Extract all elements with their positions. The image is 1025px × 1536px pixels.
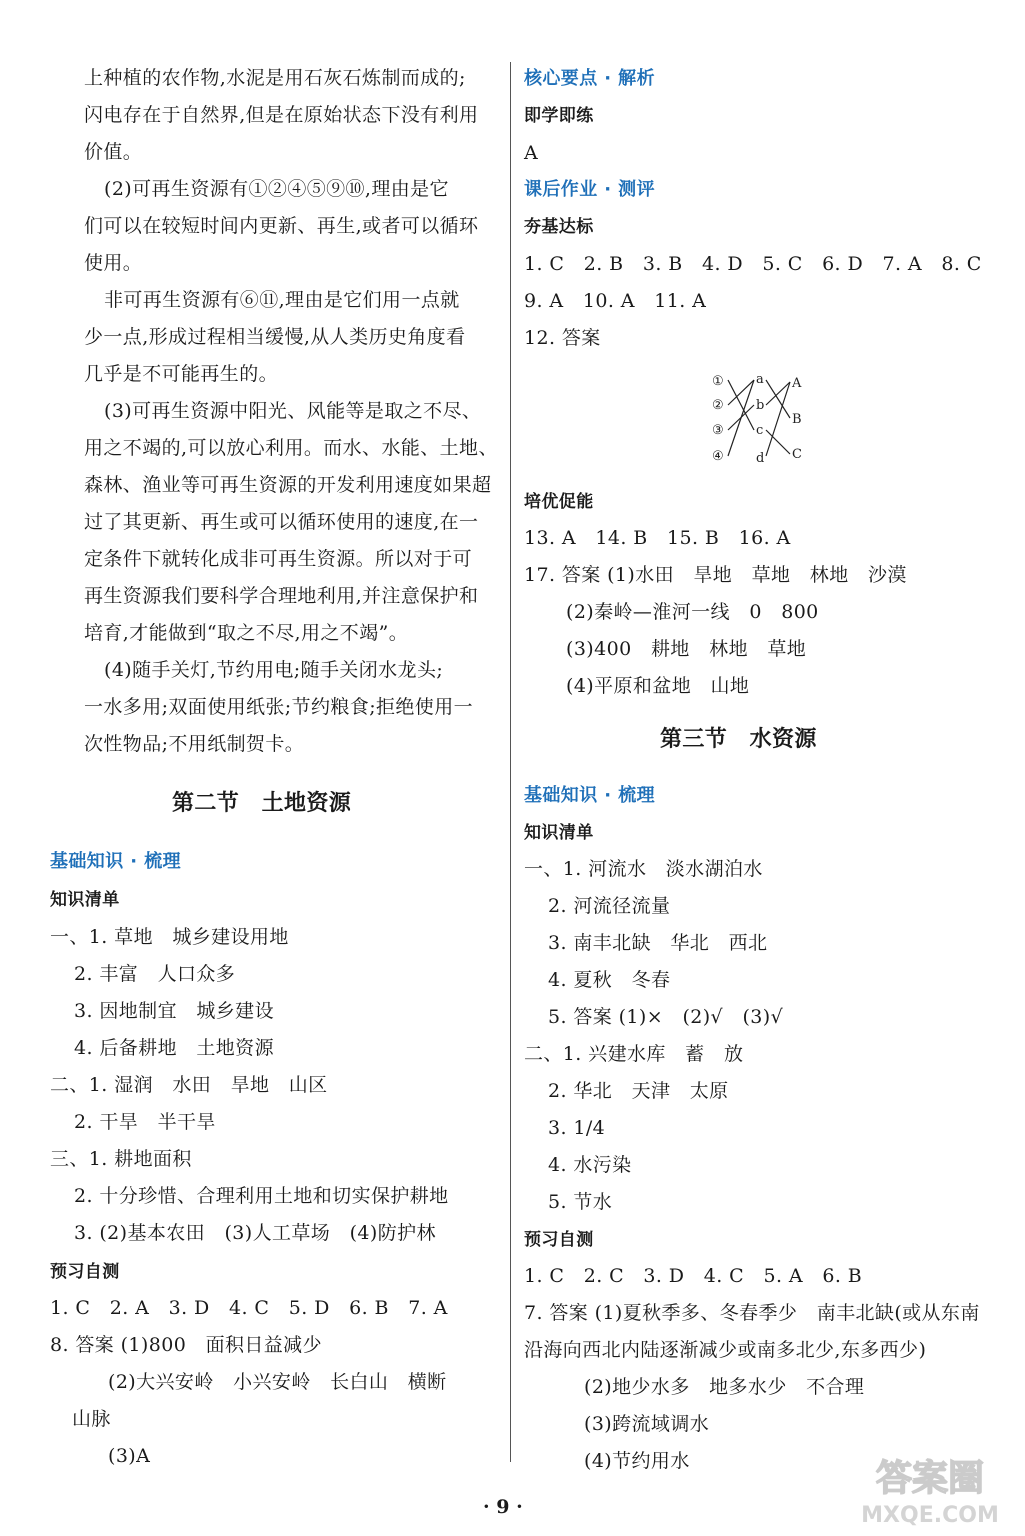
text-line: 用之不竭的,可以放心利用。而水、水能、土地、 xyxy=(84,437,498,459)
diagram-label-left: ② xyxy=(712,398,724,413)
section-title: 第三节 水资源 xyxy=(660,727,817,752)
answer-line: (2)秦岭—淮河一线 0 800 xyxy=(566,601,819,623)
text-line: 非可再生资源有⑥⑪,理由是它们用一点就 xyxy=(104,289,460,311)
answer-line: 1. C 2. C 3. D 4. C 5. A 6. B xyxy=(524,1265,863,1287)
answer-line: 1. C 2. A 3. D 4. C 5. D 6. B 7. A xyxy=(50,1297,448,1319)
diagram-lines xyxy=(728,380,790,456)
list-item: 3. 1/4 xyxy=(548,1117,606,1139)
list-item: 二、1. 湿润 水田 旱地 山区 xyxy=(50,1074,328,1096)
diagram-label-mid: c xyxy=(756,423,764,438)
section-heading: 基础知识 · 梳理 xyxy=(50,851,181,872)
list-item: 5. 答案 (1)× (2)√ (3)√ xyxy=(548,1006,784,1028)
text-line: 们可以在较短时间内更新、再生,或者可以循环 xyxy=(84,215,479,237)
diagram-label-right: C xyxy=(792,447,802,462)
section-heading: 课后作业 · 测评 xyxy=(524,179,655,200)
answer-line: 8. 答案 (1)800 面积日益减少 xyxy=(50,1334,322,1356)
list-item: 3. (2)基本农田 (3)人工草场 (4)防护林 xyxy=(74,1222,436,1244)
text-line: 次性物品;不用纸制贺卡。 xyxy=(84,733,305,755)
list-item: 2. 华北 天津 太原 xyxy=(548,1080,729,1102)
list-item: 2. 丰富 人口众多 xyxy=(74,963,236,985)
sub-heading: 培优促能 xyxy=(524,492,594,512)
page-number: · 9 · xyxy=(483,1496,523,1518)
text-line: 价值。 xyxy=(84,141,143,163)
section-heading: 核心要点 · 解析 xyxy=(524,68,655,89)
text-line: 森林、渔业等可再生资源的开发利用速度如果超 xyxy=(84,474,492,496)
answer-line: (2)大兴安岭 小兴安岭 长白山 横断 xyxy=(108,1371,447,1393)
column-divider xyxy=(510,62,511,1462)
answer-line: 13. A 14. B 15. B 16. A xyxy=(524,527,791,549)
watermark-logo-text: 答案圈 xyxy=(875,1458,985,1499)
sub-heading: 知识清单 xyxy=(524,823,594,843)
match-line xyxy=(728,380,754,456)
sub-heading: 夯基达标 xyxy=(524,217,594,237)
diagram-label-left: ③ xyxy=(712,423,724,438)
list-item: 4. 后备耕地 土地资源 xyxy=(74,1037,274,1059)
sub-heading: 预习自测 xyxy=(524,1230,594,1250)
answer-line: (3)400 耕地 林地 草地 xyxy=(566,638,807,660)
list-item: 2. 河流径流量 xyxy=(548,895,671,917)
list-item: 2. 十分珍惜、合理利用土地和切实保护耕地 xyxy=(74,1185,449,1207)
text-line: 培育,才能做到“取之不尽,用之不竭”。 xyxy=(84,622,409,644)
answer-line: (4)节约用水 xyxy=(584,1450,690,1472)
list-item: 2. 干旱 半干旱 xyxy=(74,1111,216,1133)
answer-line: (2)地少水多 地多水少 不合理 xyxy=(584,1376,865,1398)
text-line: (3)可再生资源中阳光、风能等是取之不尽、 xyxy=(104,400,482,422)
list-item: 二、1. 兴建水库 蓄 放 xyxy=(524,1043,744,1065)
section-heading: 基础知识 · 梳理 xyxy=(524,785,655,806)
text-line: 使用。 xyxy=(84,252,143,274)
text-line: 一水多用;双面使用纸张;节约粮食;拒绝使用一 xyxy=(84,696,474,718)
answer-line: (3)A xyxy=(108,1445,151,1467)
text-line: 过了其更新、再生或可以循环使用的速度,在一 xyxy=(84,511,479,533)
list-item: 3. 南丰北缺 华北 西北 xyxy=(548,932,768,954)
diagram-label-right: A xyxy=(792,376,802,391)
sub-heading: 预习自测 xyxy=(50,1262,120,1282)
answer-line: 12. 答案 xyxy=(524,327,601,349)
match-line xyxy=(766,430,790,454)
text-line: (4)随手关灯,节约用电;随手关闭水龙头; xyxy=(104,659,444,681)
list-item: 3. 因地制宜 城乡建设 xyxy=(74,1000,274,1022)
watermark-url: MXQE.COM xyxy=(861,1503,999,1528)
answer-line: 沿海向西北内陆逐渐减少或南多北少,东多西少) xyxy=(524,1339,927,1361)
list-item: 5. 节水 xyxy=(548,1191,613,1213)
diagram-label-mid: b xyxy=(756,398,765,413)
answer-line: 1. C 2. B 3. B 4. D 5. C 6. D 7. A 8. C xyxy=(524,253,982,275)
answer-line: 7. 答案 (1)夏秋季多、冬春季少 南丰北缺(或从东南 xyxy=(524,1302,980,1324)
list-item: 三、1. 耕地面积 xyxy=(50,1148,192,1170)
list-item: 4. 夏秋 冬春 xyxy=(548,969,671,991)
sub-heading: 即学即练 xyxy=(524,106,594,126)
answer-line: 9. A 10. A 11. A xyxy=(524,290,707,312)
diagram-label-mid: d xyxy=(756,451,765,466)
list-item: 4. 水污染 xyxy=(548,1154,632,1176)
diagram-label-mid: a xyxy=(756,372,764,387)
match-line xyxy=(728,380,754,430)
diagram-label-right: B xyxy=(792,412,802,427)
text-line: (2)可再生资源有①②④⑤⑨⑩,理由是它 xyxy=(104,178,449,200)
text-line: 再生资源我们要科学合理地利用,并注意保护和 xyxy=(84,585,479,607)
text-line: 少一点,形成过程相当缓慢,从人类历史角度看 xyxy=(84,326,466,348)
answer-line: 山脉 xyxy=(72,1408,111,1430)
section-title: 第二节 土地资源 xyxy=(172,791,352,816)
text-line: 闪电存在于自然界,但是在原始状态下没有利用 xyxy=(84,104,479,126)
diagram-label-left: ① xyxy=(712,374,724,389)
text-line: 定条件下就转化成非可再生资源。所以对于可 xyxy=(84,548,473,570)
answer-line: A xyxy=(524,142,539,164)
diagram-label-left: ④ xyxy=(712,449,724,464)
answer-line: 17. 答案 (1)水田 旱地 草地 林地 沙漠 xyxy=(524,564,907,586)
answer-line: (4)平原和盆地 山地 xyxy=(566,675,750,697)
matching-diagram xyxy=(710,368,820,468)
sub-heading: 知识清单 xyxy=(50,890,120,910)
text-line: 几乎是不可能再生的。 xyxy=(84,363,279,385)
text-line: 上种植的农作物,水泥是用石灰石炼制而成的; xyxy=(84,67,466,89)
watermark-logo xyxy=(845,1450,1015,1528)
list-item: 一、1. 河流水 淡水湖泊水 xyxy=(524,858,763,880)
list-item: 一、1. 草地 城乡建设用地 xyxy=(50,926,289,948)
answer-line: (3)跨流域调水 xyxy=(584,1413,710,1435)
